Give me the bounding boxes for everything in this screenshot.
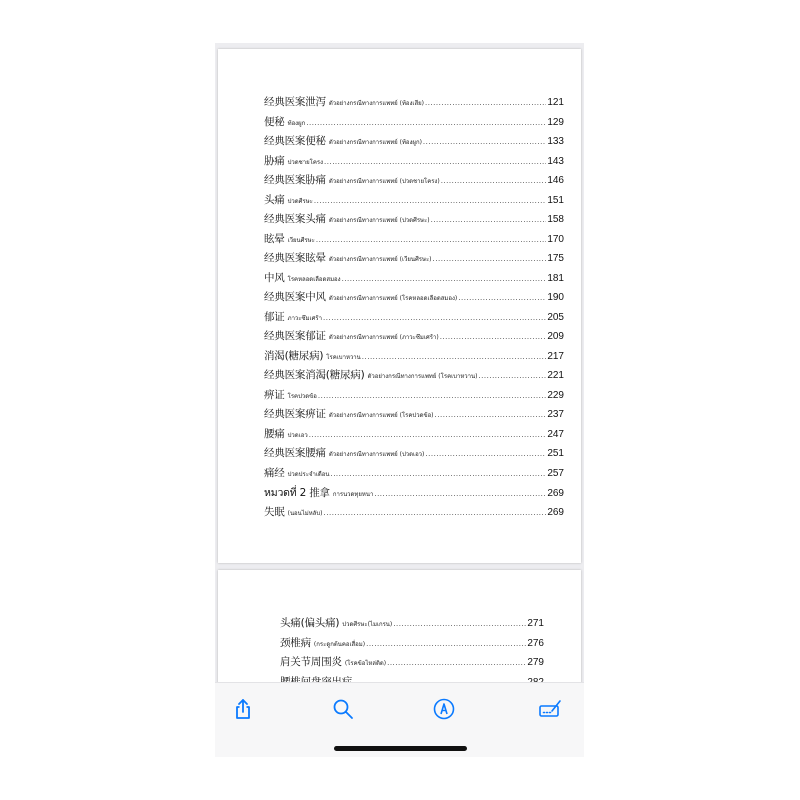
- search-button[interactable]: [329, 695, 357, 723]
- toc-entry[interactable]: [264, 504, 564, 524]
- toc-entry[interactable]: [264, 348, 564, 368]
- toc-entry[interactable]: [264, 270, 564, 290]
- toc-entry-chinese-title: 眩晕: [264, 232, 285, 245]
- toc-page-number: 251: [547, 448, 564, 459]
- toc-dot-leader: [323, 314, 546, 322]
- toc-entry-chinese-title: 失眠: [264, 505, 285, 518]
- toc-entry[interactable]: [264, 94, 564, 114]
- signature-button[interactable]: [536, 695, 564, 723]
- toc-entry[interactable]: [276, 615, 544, 635]
- toc-entry-thai-title: โรคเบาหวาน: [326, 353, 361, 361]
- toc-entry[interactable]: [276, 635, 544, 655]
- toc-entry-thai-title: ปวดเอว: [287, 431, 308, 439]
- toc-entry-chinese-title: 经典医案便秘: [264, 135, 326, 147]
- toc-dot-leader: [306, 119, 546, 127]
- toc-entry-chinese-title: 肩关节周围炎: [280, 656, 342, 668]
- search-icon: [331, 697, 355, 721]
- toc-dot-leader: [425, 99, 546, 107]
- toc-dot-leader: [314, 197, 546, 205]
- toc-entry[interactable]: [264, 465, 564, 485]
- toc-page-number: 143: [547, 155, 564, 167]
- toc-entry[interactable]: [264, 153, 564, 173]
- toc-page-number: 221: [547, 370, 564, 381]
- pdf-page-2[interactable]: [218, 570, 581, 700]
- toc-entry-chinese-title: 胁痛: [264, 154, 285, 167]
- markup-pen-icon: [432, 697, 456, 721]
- toc-dot-leader: [435, 411, 547, 419]
- toc-page-number: 129: [547, 116, 564, 128]
- toc-entry-thai-title: เวียนศีรษะ: [287, 236, 315, 244]
- toc-dot-leader: [366, 640, 526, 648]
- toc-dot-leader: [431, 216, 547, 224]
- toc-dot-leader: [324, 158, 546, 166]
- toc-page-number: 279: [527, 657, 544, 668]
- toc-dot-leader: [309, 431, 547, 439]
- toc-entry[interactable]: [264, 484, 564, 504]
- toc-page-number: 229: [547, 389, 564, 401]
- toc-page-number: 247: [547, 428, 564, 440]
- toc-entry-thai-title: ท้องผูก: [287, 119, 306, 127]
- toc-page-number: 269: [547, 506, 564, 518]
- toc-entry-chinese-title: 便秘: [264, 115, 285, 128]
- toc-entry-chinese-title: 经典医案泄泻: [264, 96, 326, 108]
- pdf-page-1[interactable]: [218, 49, 581, 563]
- toc-entry-chinese-title: 痹证: [264, 388, 285, 401]
- toc-dot-leader: [324, 509, 547, 517]
- toc-dot-leader: [318, 392, 546, 400]
- toc-page-number: 181: [547, 272, 564, 284]
- toc-dot-leader: [433, 255, 547, 263]
- toc-entry[interactable]: [264, 367, 564, 387]
- toc-entry[interactable]: [264, 211, 564, 231]
- toc-entry-thai-title: ตัวอย่างกรณีทางการแพทย์ (ท้องผูก): [328, 139, 422, 146]
- toc-entry-chinese-title: 经典医案头痛: [264, 213, 326, 225]
- toc-dot-leader: [342, 275, 547, 283]
- toc-entry-thai-title: ตัวอย่างกรณีทางการแพทย์ (ปวดศีรษะ): [328, 217, 430, 224]
- toc-page-number: 237: [547, 409, 564, 420]
- toc-entry-thai-title: (โรคข้อไหล่ติด): [344, 660, 387, 667]
- pdf-viewer: [215, 43, 584, 757]
- toc-entry-thai-title: ตัวอย่างกรณีทางการแพทย์ (ภาวะซึมเศร้า): [328, 334, 439, 341]
- signature-icon: [538, 697, 562, 721]
- toc-dot-leader: [393, 620, 526, 628]
- toc-entry-chinese-title: 经典医案腰痛: [264, 447, 326, 459]
- toc-page-number: 271: [527, 618, 544, 629]
- toc-entry-chinese-title: 痛经: [264, 466, 285, 479]
- toc-page-number: 276: [527, 637, 544, 649]
- toc-dot-leader: [387, 659, 526, 667]
- toc-page-number: 205: [547, 311, 564, 323]
- toc-dot-leader: [362, 353, 547, 361]
- toc-entry-thai-title: ตัวอย่างกรณีทางการแพทย์ (เวียนศีรษะ): [328, 256, 432, 263]
- toc-entry-chinese-title: 颈椎病: [280, 636, 311, 649]
- toc-entry-chinese-title: 经典医案眩晕: [264, 252, 326, 264]
- toc-entry-chinese-title: 中风: [264, 271, 285, 284]
- toc-entry-thai-title: ปวดศีรษะ(ไมเกรน): [342, 621, 393, 628]
- toc-entry[interactable]: [264, 114, 564, 134]
- toc-entry-thai-title: ตัวอย่างกรณีทางการแพทย์ (ท้องเสีย): [328, 100, 424, 107]
- toc-entry-chinese-title: 消渴(糖尿病): [264, 349, 324, 362]
- toc-page-number: 133: [547, 136, 564, 147]
- toc-page-number: 269: [547, 488, 564, 499]
- toc-entry[interactable]: [264, 133, 564, 153]
- toc-page-number: 209: [547, 331, 564, 342]
- toc-entry-thai-title: โรคปวดข้อ: [287, 392, 317, 400]
- share-icon: [231, 697, 255, 721]
- toc-entry[interactable]: [264, 231, 564, 251]
- toc-entry[interactable]: [276, 654, 544, 674]
- toc-entry-thai-title: (กระดูกต้นคอเสื่อม): [313, 640, 366, 648]
- toc-entry-thai-title: ภาวะซึมเศร้า: [287, 314, 323, 322]
- toc-page-number: 121: [547, 97, 564, 108]
- toc-page-number: 257: [547, 467, 564, 479]
- toc-dot-leader: [423, 138, 546, 146]
- toc-entry[interactable]: [264, 172, 564, 192]
- toc-entry[interactable]: [264, 192, 564, 212]
- toc-entry-chinese-title: 腰痛: [264, 427, 285, 440]
- toc-entry-thai-title: ตัวอย่างกรณีทางการแพทย์ (ปวดเอว): [328, 451, 425, 458]
- markup-button[interactable]: [430, 695, 458, 723]
- toc-entry[interactable]: [264, 387, 564, 407]
- toc-page-number: 170: [547, 233, 564, 245]
- toc-dot-leader: [458, 294, 546, 302]
- toc-entry-chinese-title: 头痛: [264, 193, 285, 206]
- toc-entry-chinese-title: 经典医案郁证: [264, 330, 326, 342]
- toc-entry-thai-title: ปวดศีรษะ: [287, 197, 313, 205]
- toc-entry[interactable]: [264, 426, 564, 446]
- toc-dot-leader: [441, 177, 547, 185]
- toc-entry-chinese-title: 头痛(偏头痛): [280, 617, 340, 629]
- toc-page-number: 190: [547, 292, 564, 303]
- toc-entry[interactable]: [264, 445, 564, 465]
- toc-entry-chinese-title: 经典医案消渴(糖尿病): [264, 369, 365, 381]
- toc-entry-thai-title: (นอนไม่หลับ): [287, 509, 323, 517]
- toc-page-number: 146: [547, 175, 564, 186]
- toc-dot-leader: [478, 372, 546, 380]
- toc-dot-leader: [425, 450, 546, 458]
- toc-entry-thai-title: โรคหลอดเลือดสมอง: [287, 275, 341, 283]
- toc-page-number: 217: [547, 350, 564, 362]
- toc-entry-thai-title: การนวดทุยหนา: [332, 491, 374, 498]
- toc-entry[interactable]: [264, 328, 564, 348]
- toc-entry-thai-title: ตัวอย่างกรณีทางการแพทย์ (ปวดชายโครง): [328, 178, 440, 185]
- toc-entry-thai-title: ตัวอย่างกรณีทางการแพทย์ (โรคเบาหวาน): [367, 373, 478, 380]
- toc-entry[interactable]: [264, 406, 564, 426]
- toc-dot-leader: [316, 236, 546, 244]
- share-button[interactable]: [229, 695, 257, 723]
- toc-entry-thai-title: ปวดประจำเดือน: [287, 470, 330, 478]
- toc-entry-chinese-title: หมวดที่ 2 推拿: [264, 487, 330, 499]
- toc-dot-leader: [440, 333, 547, 341]
- toc-page-number: 158: [547, 214, 564, 225]
- toc-entry-thai-title: ตัวอย่างกรณีทางการแพทย์ (โรคหลอดเลือดสมอง): [328, 295, 458, 302]
- toc-entry[interactable]: [264, 250, 564, 270]
- table-of-contents: [264, 94, 564, 523]
- toc-entry-thai-title: ปวดชายโครง: [287, 158, 324, 166]
- toc-page-number: 175: [547, 253, 564, 264]
- toc-entry-chinese-title: 经典医案胁痛: [264, 174, 326, 186]
- toc-entry[interactable]: [264, 289, 564, 309]
- toc-page-number: 151: [547, 194, 564, 206]
- toc-entry-chinese-title: 经典医案中风: [264, 291, 326, 303]
- toc-entry-chinese-title: 郁证: [264, 310, 285, 323]
- toc-entry-chinese-title: 经典医案痹证: [264, 408, 326, 420]
- home-indicator[interactable]: [334, 746, 467, 751]
- toc-entry[interactable]: [264, 309, 564, 329]
- toc-entry-thai-title: ตัวอย่างกรณีทางการแพทย์ (โรคปวดข้อ): [328, 412, 434, 419]
- toc-dot-leader: [374, 490, 546, 498]
- toc-dot-leader: [330, 470, 546, 478]
